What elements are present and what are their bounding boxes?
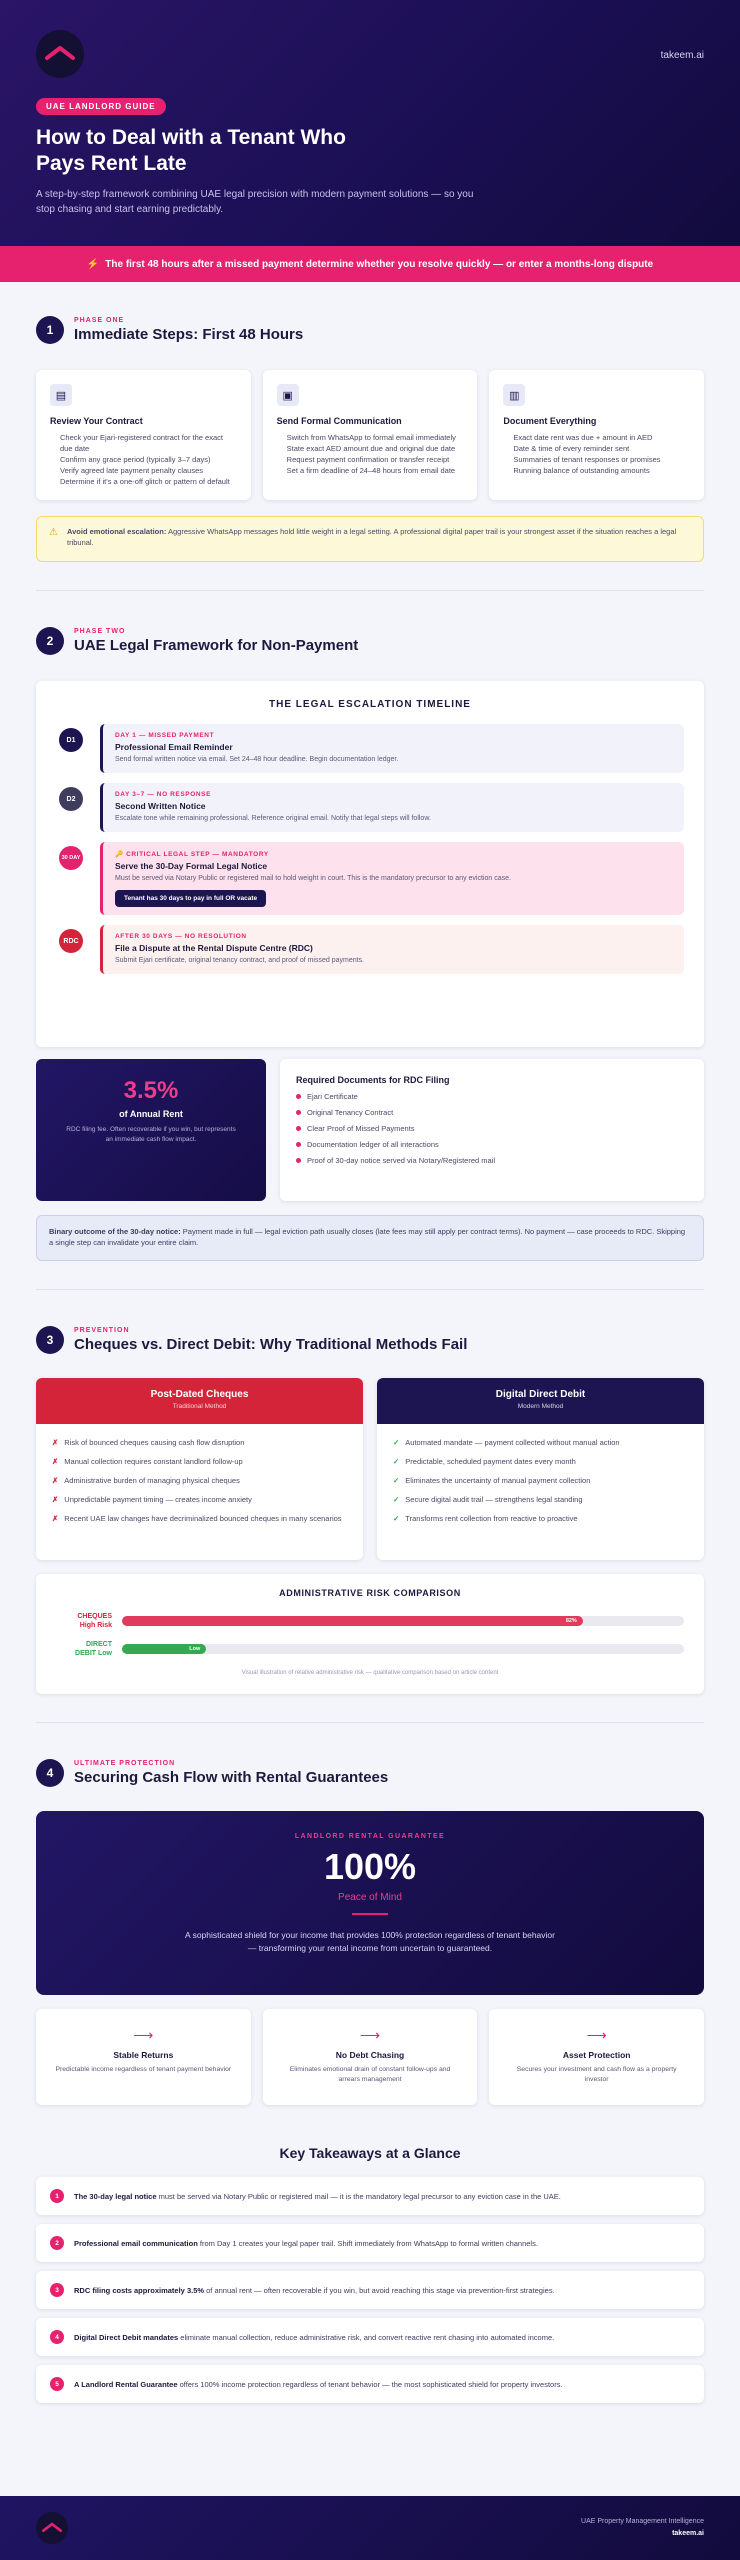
footer-logo-icon[interactable] bbox=[36, 2512, 68, 2544]
key-takeaways-section bbox=[0, 2145, 740, 2403]
list-item: ✓ Secure digital audit trail — strengthens legal standing bbox=[393, 1495, 583, 1504]
list-item: Check your Ejari-registered contract for the exact due date bbox=[60, 433, 223, 453]
list-item: State exact AED amount due and original due date bbox=[286, 444, 456, 453]
benefit-card bbox=[263, 2009, 478, 2105]
benefit-desc: Secures your investment and cash flow as a property investor bbox=[516, 2066, 677, 2083]
warning-label: Avoid emotional escalation: bbox=[67, 527, 167, 536]
note-label: Binary outcome of the 30-day notice: bbox=[49, 1227, 181, 1236]
document-icon: ▥ bbox=[503, 384, 525, 406]
risk-caption: Visual illustration of relative administrative risk — qualitative comparison based on article content bbox=[241, 1670, 499, 1676]
alert-text: The first 48 hours after a missed payment determine whether you resolve quickly — or enter a months-long dispute bbox=[105, 258, 654, 270]
takeaway-item: 2 Professional email communication from Day 1 creates your legal paper trail. Shift immediately from WhatsApp to formal written channels. bbox=[36, 2224, 704, 2262]
step-card-document-everything bbox=[489, 370, 704, 500]
timeline-step-desc: Must be served via Notary Public or registered mail to hold weight in court. This is the mandatory precursor to any eviction case. bbox=[115, 875, 511, 882]
debit-header bbox=[377, 1378, 704, 1424]
warning-icon: ⚠ bbox=[49, 527, 58, 538]
benefit-card bbox=[489, 2009, 704, 2105]
page-title: How to Deal with a Tenant Who Pays Rent Late bbox=[36, 126, 346, 175]
section-number: 1 bbox=[36, 316, 64, 344]
check-icon: ✓ bbox=[393, 1476, 400, 1485]
cheques-title: Post-Dated Cheques bbox=[150, 1389, 249, 1400]
phase-label: ULTIMATE PROTECTION bbox=[74, 1760, 176, 1767]
phase-two-section bbox=[0, 621, 740, 1261]
timeline-dot: 30 DAY bbox=[59, 846, 83, 870]
rdc-fee-card bbox=[36, 1059, 266, 1201]
phase-label: PREVENTION bbox=[74, 1327, 130, 1334]
takeaway-item: 3 RDC filing costs approximately 3.5% of annual rent — often recoverable if you win, but avoid reaching this stage via prevention-first strategies. bbox=[36, 2271, 704, 2309]
cross-icon: ✗ bbox=[52, 1457, 59, 1466]
risk-row-cheques bbox=[56, 1612, 684, 1630]
risk-track bbox=[122, 1616, 684, 1626]
arrow-right-icon: ⟶ bbox=[586, 2027, 607, 2043]
card-title: Send Formal Communication bbox=[276, 416, 402, 426]
card-title: Document Everything bbox=[503, 416, 597, 426]
binary-outcome-note bbox=[36, 1215, 704, 1261]
timeline-step-desc: Send formal written notice via email. Set 24–48 hour deadline. Begin documentation ledger. bbox=[115, 756, 399, 763]
list-item: Switch from WhatsApp to formal email immediately bbox=[286, 433, 456, 442]
list-item: Documentation ledger of all interactions bbox=[296, 1140, 688, 1149]
footer-text bbox=[581, 2516, 704, 2540]
timeline-dot: RDC bbox=[59, 929, 83, 953]
list-item: ✓ Eliminates the uncertainty of manual payment collection bbox=[393, 1476, 591, 1485]
timeline-step-title: Serve the 30-Day Formal Legal Notice bbox=[115, 861, 268, 871]
takeaway-item: 4 Digital Direct Debit mandates eliminate manual collection, reduce administrative risk, and convert reactive rent chasing into automated income. bbox=[36, 2318, 704, 2356]
logo-icon[interactable] bbox=[36, 30, 84, 78]
benefit-title: Asset Protection bbox=[562, 2050, 631, 2060]
list-item: Exact date rent was due + amount in AED bbox=[513, 433, 653, 442]
direct-debit-card bbox=[377, 1378, 704, 1560]
risk-bar-cheques: 82% bbox=[122, 1616, 583, 1626]
rdc-fee-label: of Annual Rent bbox=[119, 1109, 183, 1119]
divider bbox=[36, 590, 704, 591]
cheques-subtitle: Traditional Method bbox=[172, 1403, 227, 1410]
timeline-dot: D1 bbox=[59, 728, 83, 752]
section-number: 4 bbox=[36, 1759, 64, 1787]
list-item: Proof of 30-day notice served via Notary/Registered mail bbox=[296, 1156, 688, 1165]
risk-track bbox=[122, 1644, 684, 1654]
list-item: Running balance of outstanding amounts bbox=[513, 466, 650, 475]
section-heading bbox=[36, 621, 704, 661]
takeaways-title: Key Takeaways at a Glance bbox=[279, 2145, 461, 2161]
prevention-section bbox=[0, 1320, 740, 1694]
timeline-title: THE LEGAL ESCALATION TIMELINE bbox=[269, 699, 471, 710]
list-item: Ejari Certificate bbox=[296, 1092, 688, 1101]
benefit-title: Stable Returns bbox=[113, 2050, 174, 2060]
timeline-dot: D2 bbox=[59, 787, 83, 811]
page-subtitle: A step-by-step framework combining UAE legal precision with modern payment solutions — so you stop chasing and start earning predictably. bbox=[36, 189, 474, 215]
list-item: Determine if it's a one-off glitch or pattern of default bbox=[60, 477, 230, 486]
lightning-icon: ⚡ bbox=[86, 258, 100, 270]
step-card-formal-communication bbox=[263, 370, 478, 500]
benefits-grid bbox=[36, 2009, 704, 2105]
section-number: 2 bbox=[36, 627, 64, 655]
check-icon: ✓ bbox=[393, 1495, 400, 1504]
warning-callout bbox=[36, 516, 704, 562]
cross-icon: ✗ bbox=[52, 1514, 59, 1523]
guide-badge: UAE LANDLORD GUIDE bbox=[36, 98, 166, 115]
guarantee-description: A sophisticated shield for your income that provides 100% protection regardless of tenant behavior — transforming your rental income from uncertain to guaranteed. bbox=[185, 1930, 555, 1953]
section-number: 3 bbox=[36, 1326, 64, 1354]
takeaway-item: 5 A Landlord Rental Guarantee offers 100% income protection regardless of tenant behavior — the most sophisticated shield for property investors. bbox=[36, 2365, 704, 2403]
guarantee-caption: LANDLORD RENTAL GUARANTEE bbox=[294, 1833, 446, 1840]
footer bbox=[0, 2496, 740, 2560]
footer-brand[interactable]: takeem.ai bbox=[672, 2530, 704, 2537]
list-item: Clear Proof of Missed Payments bbox=[296, 1124, 688, 1133]
list-item: ✗ Unpredictable payment timing — creates income anxiety bbox=[52, 1495, 252, 1504]
takeaway-number: 4 bbox=[50, 2330, 64, 2344]
required-documents-card bbox=[280, 1059, 704, 1201]
cross-icon: ✗ bbox=[52, 1438, 59, 1447]
footer-tagline: UAE Property Management Intelligence bbox=[581, 2518, 704, 2525]
hero-header bbox=[0, 0, 740, 246]
list-item: Original Tenancy Contract bbox=[296, 1108, 688, 1117]
timeline-step-title: Professional Email Reminder bbox=[115, 742, 233, 752]
clipboard-icon: ▣ bbox=[277, 384, 299, 406]
benefit-card bbox=[36, 2009, 251, 2105]
rdc-grid bbox=[36, 1059, 704, 1201]
debit-title: Digital Direct Debit bbox=[495, 1389, 586, 1400]
phase-label: PHASE TWO bbox=[74, 628, 126, 635]
guarantee-tagline: Peace of Mind bbox=[338, 1892, 402, 1903]
accent-line bbox=[352, 1913, 388, 1915]
steps-grid bbox=[36, 370, 704, 500]
list-item: ✓ Predictable, scheduled payment dates every month bbox=[393, 1457, 576, 1466]
comparison-grid bbox=[36, 1378, 704, 1560]
phase-label: PHASE ONE bbox=[74, 317, 125, 324]
timeline-step-day3 bbox=[66, 783, 684, 832]
cheques-card bbox=[36, 1378, 363, 1560]
timeline-step-desc: Submit Ejari certificate, original tenancy contract, and proof of missed payments. bbox=[115, 957, 365, 964]
cross-icon: ✗ bbox=[52, 1495, 59, 1504]
timeline-step-desc: Escalate tone while remaining professional. Reference original email. Notify that legal steps will follow. bbox=[115, 815, 431, 822]
book-icon: ▤ bbox=[50, 384, 72, 406]
takeaway-number: 2 bbox=[50, 2236, 64, 2250]
timeline-step-title: Second Written Notice bbox=[115, 801, 206, 811]
takeaway-item: 1 The 30-day legal notice must be served via Notary Public or registered mail — it is the mandatory legal precursor to any eviction case in the UAE. bbox=[36, 2177, 704, 2215]
list-item: ✓ Automated mandate — payment collected without manual action bbox=[393, 1438, 620, 1447]
benefit-desc: Predictable income regardless of tenant payment behavior bbox=[55, 2066, 232, 2073]
docs-title: Required Documents for RDC Filing bbox=[296, 1075, 450, 1085]
timeline-tag: 🔑 CRITICAL LEGAL STEP — MANDATORY bbox=[115, 851, 269, 858]
divider bbox=[36, 1289, 704, 1290]
divider bbox=[36, 1722, 704, 1723]
arrow-right-icon: ⟶ bbox=[359, 2027, 381, 2043]
rental-guarantee-banner bbox=[36, 1811, 704, 1995]
check-icon: ✓ bbox=[393, 1514, 400, 1523]
timeline-step-30-day-notice bbox=[61, 842, 684, 915]
debit-subtitle: Modern Method bbox=[517, 1403, 564, 1410]
list-item: ✗ Risk of bounced cheques causing cash flow disruption bbox=[52, 1438, 245, 1447]
timeline-tag: AFTER 30 DAYS — NO RESOLUTION bbox=[115, 933, 247, 940]
timeline-step-day1 bbox=[66, 724, 684, 773]
phase-one-section bbox=[0, 310, 740, 562]
section-title: Immediate Steps: First 48 Hours bbox=[74, 326, 304, 343]
takeaway-number: 1 bbox=[50, 2189, 64, 2203]
benefit-title: No Debt Chasing bbox=[335, 2050, 405, 2060]
list-item: Verify agreed late payment penalty clauses bbox=[60, 466, 204, 475]
brand-name[interactable]: takeem.ai bbox=[660, 50, 704, 61]
list-item: Request payment confirmation or transfer receipt bbox=[286, 455, 450, 464]
list-item: Date & time of every reminder sent bbox=[513, 444, 630, 453]
risk-title: ADMINISTRATIVE RISK COMPARISON bbox=[279, 1588, 461, 1598]
timeline-step-rdc bbox=[63, 925, 684, 974]
takeaway-number: 5 bbox=[50, 2377, 64, 2391]
note-text: Payment made in full — legal eviction path usually closes (late fees may still apply per contract terms). No payment — case proceeds to RDC. Skipping a single step can invalidate your entire claim. bbox=[49, 1227, 686, 1247]
cross-icon: ✗ bbox=[52, 1476, 59, 1485]
risk-label: CHEQUES High Risk bbox=[77, 1613, 112, 1629]
risk-comparison-card bbox=[36, 1574, 704, 1694]
warning-text: Aggressive WhatsApp messages hold little weight in a legal setting. A professional digital paper trail is your strongest asset if the situation reaches a legal tribunal. bbox=[67, 527, 677, 547]
section-heading bbox=[36, 1753, 704, 1793]
risk-label: DIRECT DEBIT Low bbox=[75, 1641, 112, 1657]
step-card-review-contract bbox=[36, 370, 251, 500]
takeaway-number: 3 bbox=[50, 2283, 64, 2297]
section-heading bbox=[36, 310, 704, 350]
section-heading bbox=[36, 1320, 704, 1360]
timeline-tag: DAY 1 — MISSED PAYMENT bbox=[115, 732, 215, 739]
section-title: Securing Cash Flow with Rental Guarantees bbox=[74, 1769, 389, 1786]
card-title: Review Your Contract bbox=[50, 416, 143, 426]
benefit-desc: Eliminates emotional drain of constant follow-ups and arrears management bbox=[289, 2066, 451, 2083]
check-icon: ✓ bbox=[393, 1457, 400, 1466]
rdc-fee-value: 3.5% bbox=[123, 1077, 179, 1104]
check-icon: ✓ bbox=[393, 1438, 400, 1447]
notice-outcome-button[interactable]: Tenant has 30 days to pay in full OR vacate bbox=[115, 890, 266, 907]
guarantee-percent: 100% bbox=[323, 1846, 417, 1887]
alert-banner bbox=[0, 246, 740, 282]
arrow-right-icon: ⟶ bbox=[133, 2027, 154, 2043]
risk-bar-debit: Low bbox=[122, 1644, 206, 1654]
list-item: ✗ Manual collection requires constant landlord follow-up bbox=[52, 1457, 243, 1466]
cheques-header bbox=[36, 1378, 363, 1424]
timeline-tag: DAY 3–7 — NO RESPONSE bbox=[115, 791, 212, 798]
list-item: Confirm any grace period (typically 3–7 days) bbox=[60, 455, 211, 464]
section-title: Cheques vs. Direct Debit: Why Traditional Methods Fail bbox=[74, 1336, 468, 1353]
list-item: ✓ Transforms rent collection from reactive to proactive bbox=[393, 1514, 578, 1523]
risk-row-debit bbox=[56, 1640, 684, 1658]
legal-timeline bbox=[36, 681, 704, 1047]
list-item: ✗ Administrative burden of managing physical cheques bbox=[52, 1476, 240, 1485]
list-item: ✗ Recent UAE law changes have decriminalized bounced cheques in many scenarios bbox=[52, 1514, 342, 1523]
protection-section bbox=[0, 1753, 740, 2105]
timeline-step-title: File a Dispute at the Rental Dispute Centre (RDC) bbox=[115, 943, 313, 953]
section-title: UAE Legal Framework for Non-Payment bbox=[74, 637, 359, 654]
list-item: Set a firm deadline of 24–48 hours from email date bbox=[286, 466, 456, 475]
list-item: Summaries of tenant responses or promises bbox=[513, 455, 661, 464]
rdc-fee-note: RDC filing fee. Often recoverable if you win, but represents an immediate cash flow impact. bbox=[66, 1126, 236, 1143]
